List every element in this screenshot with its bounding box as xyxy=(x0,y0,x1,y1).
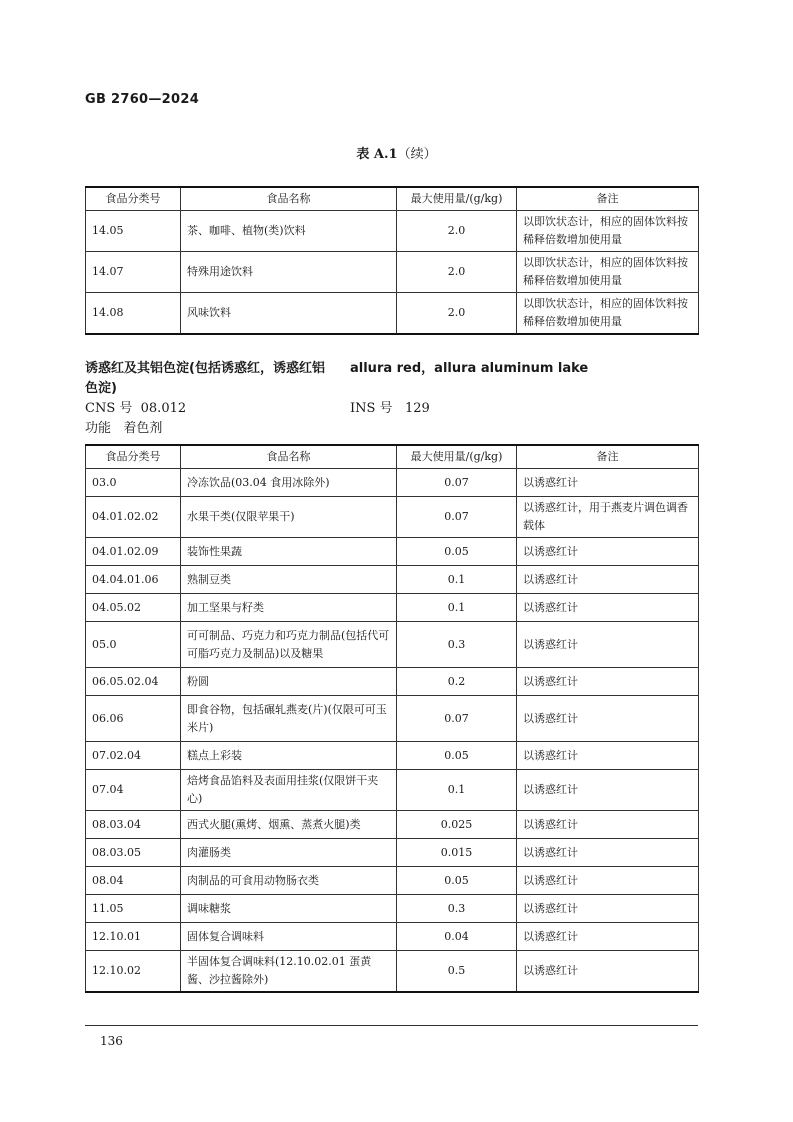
cell-note: 以诱惑红计 xyxy=(517,811,699,839)
cell-code: 06.06 xyxy=(86,696,181,742)
cell-name: 固体复合调味料 xyxy=(181,923,397,951)
cell-code: 12.10.02 xyxy=(86,951,181,993)
food-additive-table-continued xyxy=(85,186,699,335)
cell-note: 以即饮状态计，相应的固体饮料按稀释倍数增加使用量 xyxy=(517,252,699,293)
cell-name: 熟制豆类 xyxy=(181,566,397,594)
cell-note: 以诱惑红计，用于燕麦片调色调香载体 xyxy=(517,497,699,538)
table-row xyxy=(86,770,699,811)
cell-max: 2.0 xyxy=(397,211,517,252)
cell-code: 04.01.02.09 xyxy=(86,538,181,566)
cell-max: 0.04 xyxy=(397,923,517,951)
cell-name: 半固体复合调味料(12.10.02.01 蛋黄酱、沙拉酱除外) xyxy=(181,951,397,993)
table-row xyxy=(86,566,699,594)
cell-code: 08.03.05 xyxy=(86,839,181,867)
table-row xyxy=(86,811,699,839)
cell-note: 以诱惑红计 xyxy=(517,895,699,923)
cell-max: 0.05 xyxy=(397,867,517,895)
cell-code: 03.0 xyxy=(86,469,181,497)
table-row xyxy=(86,839,699,867)
cell-note: 以诱惑红计 xyxy=(517,594,699,622)
cell-note: 以诱惑红计 xyxy=(517,566,699,594)
cell-code: 14.05 xyxy=(86,211,181,252)
table-row xyxy=(86,696,699,742)
table-header-row xyxy=(86,187,699,211)
cell-code: 14.07 xyxy=(86,252,181,293)
table-caption-continued: （续） xyxy=(397,147,437,162)
cell-name: 肉灌肠类 xyxy=(181,839,397,867)
column-header-code: 食品分类号 xyxy=(86,187,181,211)
column-header-name: 食品名称 xyxy=(181,445,397,469)
cell-max: 0.1 xyxy=(397,594,517,622)
cell-max: 0.05 xyxy=(397,742,517,770)
ins-value: 129 xyxy=(404,401,430,416)
cell-max: 0.3 xyxy=(397,895,517,923)
table-row xyxy=(86,742,699,770)
column-header-note: 备注 xyxy=(517,187,699,211)
cell-name: 焙烤食品馅料及表面用挂浆(仅限饼干夹心) xyxy=(181,770,397,811)
column-header-code: 食品分类号 xyxy=(86,445,181,469)
cell-max: 0.025 xyxy=(397,811,517,839)
function-value: 着色剂 xyxy=(123,421,163,436)
allura-red-usage-table xyxy=(85,444,699,993)
additive-name-en: allura red，allura aluminum lake xyxy=(350,361,589,376)
column-header-note: 备注 xyxy=(517,445,699,469)
cell-code: 11.05 xyxy=(86,895,181,923)
table-row xyxy=(86,594,699,622)
cell-max: 0.1 xyxy=(397,566,517,594)
cell-code: 05.0 xyxy=(86,622,181,668)
table-row xyxy=(86,867,699,895)
cell-name: 西式火腿(熏烤、烟熏、蒸煮火腿)类 xyxy=(181,811,397,839)
cell-code: 08.04 xyxy=(86,867,181,895)
cell-note: 以诱惑红计 xyxy=(517,538,699,566)
cell-note: 以诱惑红计 xyxy=(517,469,699,497)
table-row xyxy=(86,211,699,252)
cell-name: 调味糖浆 xyxy=(181,895,397,923)
cell-note: 以诱惑红计 xyxy=(517,742,699,770)
cell-note: 以诱惑红计 xyxy=(517,867,699,895)
cell-code: 12.10.01 xyxy=(86,923,181,951)
additive-name-line-1 xyxy=(85,359,589,379)
function-line xyxy=(85,419,325,439)
cns-ins-line xyxy=(85,399,430,419)
cell-note: 以诱惑红计 xyxy=(517,696,699,742)
table-row xyxy=(86,622,699,668)
cell-name: 装饰性果蔬 xyxy=(181,538,397,566)
cell-name: 可可制品、巧克力和巧克力制品(包括代可可脂巧克力及制品)以及糖果 xyxy=(181,622,397,668)
cell-max: 0.07 xyxy=(397,469,517,497)
cell-code: 07.02.04 xyxy=(86,742,181,770)
cell-max: 0.07 xyxy=(397,497,517,538)
cell-name: 水果干类(仅限苹果干) xyxy=(181,497,397,538)
cell-note: 以即饮状态计，相应的固体饮料按稀释倍数增加使用量 xyxy=(517,211,699,252)
table-row xyxy=(86,497,699,538)
cell-note: 以诱惑红计 xyxy=(517,770,699,811)
cns-value: 08.012 xyxy=(140,401,187,416)
table-row xyxy=(86,895,699,923)
cell-max: 0.015 xyxy=(397,839,517,867)
cell-note: 以诱惑红计 xyxy=(517,668,699,696)
additive-name-cn-cont: 色淀) xyxy=(85,381,117,396)
additive-name-line-2 xyxy=(85,379,325,399)
cell-name: 即食谷物，包括碾轧燕麦(片)(仅限可可玉米片) xyxy=(181,696,397,742)
table-row xyxy=(86,951,699,993)
table-row xyxy=(86,538,699,566)
footer-rule xyxy=(85,1025,698,1026)
document-code: GB 2760—2024 xyxy=(85,92,200,107)
cell-code: 14.08 xyxy=(86,293,181,335)
cell-name: 糕点上彩装 xyxy=(181,742,397,770)
cns-label: CNS 号 xyxy=(85,401,133,416)
table-header-row xyxy=(86,445,699,469)
table-caption-main: 表 A.1 xyxy=(356,147,398,162)
column-header-max: 最大使用量/(g/kg) xyxy=(397,445,517,469)
cell-code: 04.01.02.02 xyxy=(86,497,181,538)
table-row xyxy=(86,293,699,335)
page-number: 136 xyxy=(100,1034,123,1048)
cell-max: 0.1 xyxy=(397,770,517,811)
cell-name: 风味饮料 xyxy=(181,293,397,335)
table-row xyxy=(86,469,699,497)
table-caption xyxy=(0,143,793,162)
cell-max: 0.3 xyxy=(397,622,517,668)
cell-name: 肉制品的可食用动物肠衣类 xyxy=(181,867,397,895)
cell-max: 0.07 xyxy=(397,696,517,742)
cell-note: 以诱惑红计 xyxy=(517,622,699,668)
cell-note: 以诱惑红计 xyxy=(517,839,699,867)
cell-max: 0.05 xyxy=(397,538,517,566)
cell-name: 冷冻饮品(03.04 食用冰除外) xyxy=(181,469,397,497)
cell-name: 特殊用途饮料 xyxy=(181,252,397,293)
cell-code: 04.05.02 xyxy=(86,594,181,622)
cell-note: 以诱惑红计 xyxy=(517,951,699,993)
additive-info xyxy=(85,359,589,439)
column-header-max: 最大使用量/(g/kg) xyxy=(397,187,517,211)
additive-name-cn: 诱惑红及其铝色淀(包括诱惑红，诱惑红铝 xyxy=(85,361,325,376)
cell-max: 2.0 xyxy=(397,293,517,335)
function-label: 功能 xyxy=(85,421,112,436)
cell-code: 07.04 xyxy=(86,770,181,811)
cell-note: 以即饮状态计，相应的固体饮料按稀释倍数增加使用量 xyxy=(517,293,699,335)
cell-note: 以诱惑红计 xyxy=(517,923,699,951)
cell-code: 08.03.04 xyxy=(86,811,181,839)
cell-code: 06.05.02.04 xyxy=(86,668,181,696)
cell-name: 粉圆 xyxy=(181,668,397,696)
cell-max: 0.5 xyxy=(397,951,517,993)
table-row xyxy=(86,923,699,951)
ins-label: INS 号 xyxy=(350,401,393,416)
cell-code: 04.04.01.06 xyxy=(86,566,181,594)
column-header-name: 食品名称 xyxy=(181,187,397,211)
cell-max: 2.0 xyxy=(397,252,517,293)
cell-name: 茶、咖啡、植物(类)饮料 xyxy=(181,211,397,252)
cell-max: 0.2 xyxy=(397,668,517,696)
cell-name: 加工坚果与籽类 xyxy=(181,594,397,622)
table-row xyxy=(86,252,699,293)
table-row xyxy=(86,668,699,696)
